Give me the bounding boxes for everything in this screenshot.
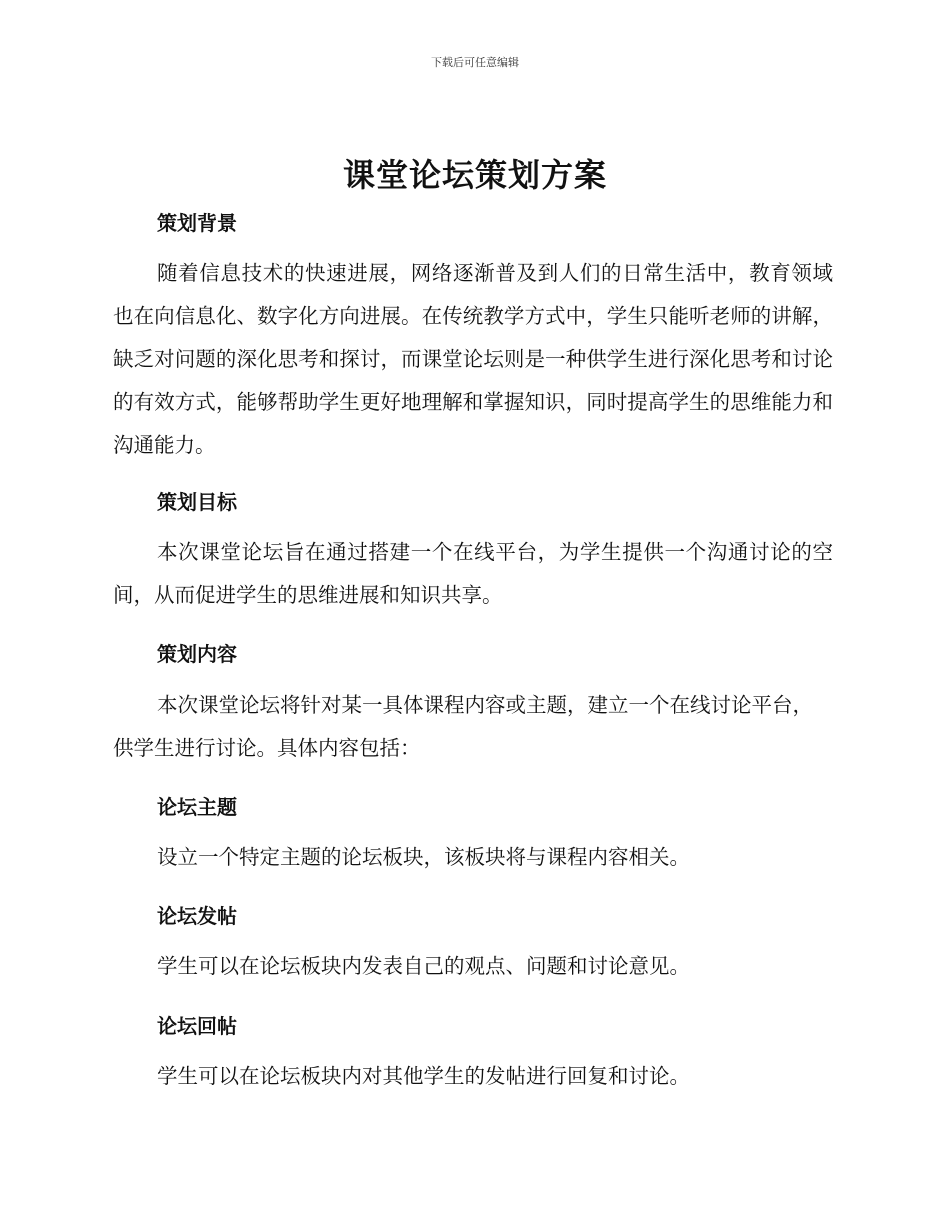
paragraph-content: 本次课堂论坛将针对某一具体课程内容或主题，建立一个在线讨论平台，供学生进行讨论。具体内容包括：: [113, 693, 813, 760]
document-title: 课堂论坛策划方案: [342, 156, 607, 194]
paragraph-background: 随着信息技术的快速进展，网络逐渐普及到人们的日常生活中，教育领域也在向信息化、数字化方向进展。在传统教学方式中，学生只能听老师的讲解，缺乏对问题的深化思考和探讨，而课堂论坛则是一种供学生进行深化思考和讨论的有效方式，能够帮助学生更好地理解和掌握知识，同时提高学生的思维能力和沟通能力。: [113, 261, 833, 457]
heading-topic: 论坛主题: [157, 795, 237, 819]
heading-post: 论坛发帖: [157, 904, 237, 928]
heading-content: 策划内容: [157, 642, 237, 666]
heading-goal: 策划目标: [157, 490, 237, 514]
paragraph-goal: 本次课堂论坛旨在通过搭建一个在线平台，为学生提供一个沟通讨论的空间，从而促进学生的思维进展和知识共享。: [113, 540, 833, 607]
paragraph-topic: 设立一个特定主题的论坛板块，该板块将与课程内容相关。: [157, 845, 690, 869]
heading-reply: 论坛回帖: [157, 1014, 237, 1038]
paragraph-reply: 学生可以在论坛板块内对其他学生的发帖进行回复和讨论。: [157, 1064, 690, 1088]
heading-background: 策划背景: [157, 211, 237, 235]
paragraph-post: 学生可以在论坛板块内发表自己的观点、问题和讨论意见。: [157, 954, 690, 978]
header-note: 下载后可任意编辑: [431, 56, 519, 69]
